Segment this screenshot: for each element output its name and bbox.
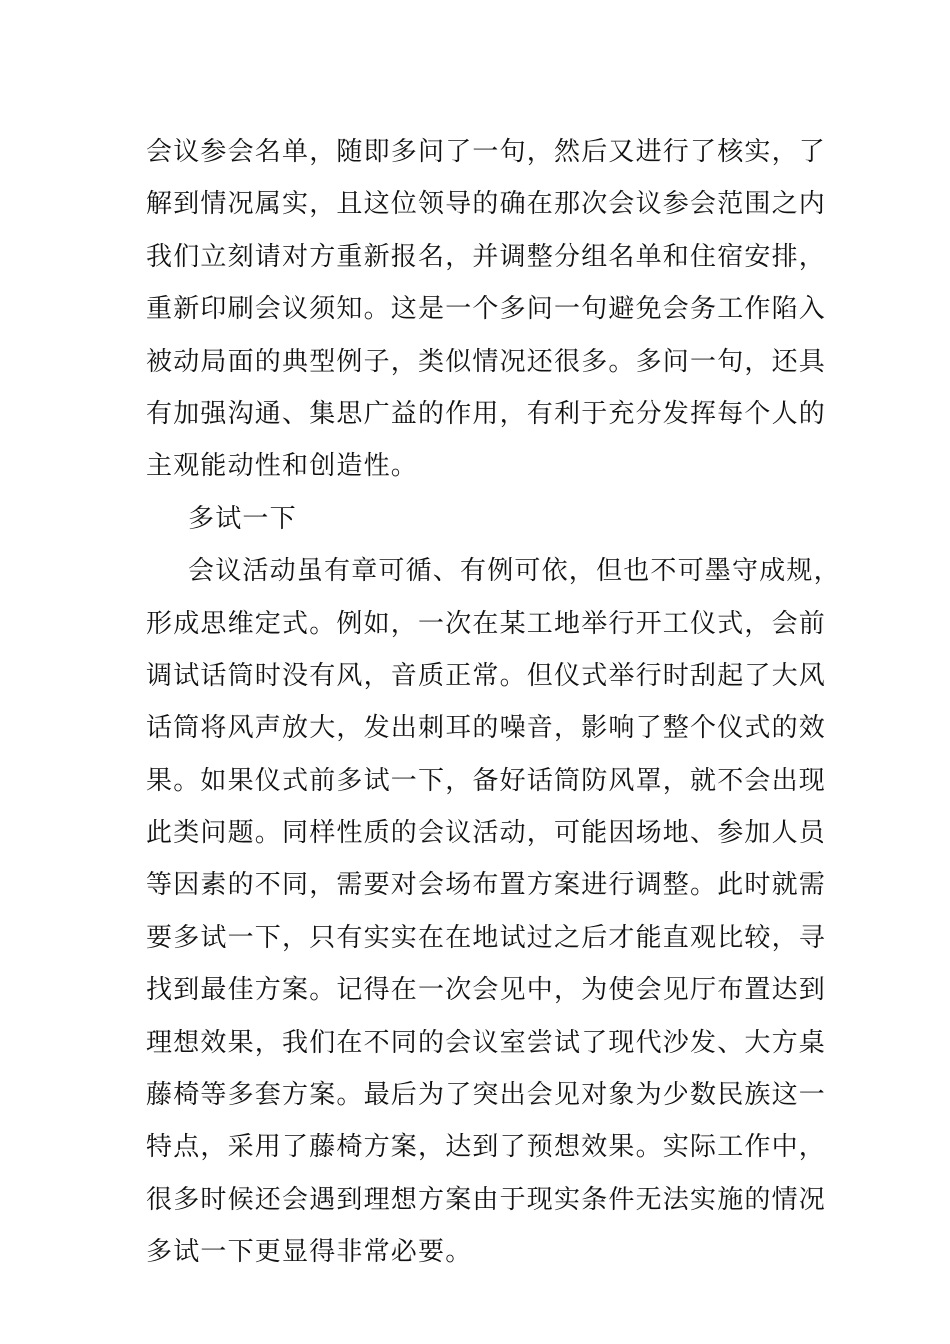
section-heading: 多试一下 bbox=[188, 503, 297, 534]
text-line: 形成思维定式。例如，一次在某工地举行开工仪式，会前 bbox=[146, 608, 827, 639]
text-line: 有加强沟通、集思广益的作用，有利于充分发挥每个人的 bbox=[146, 398, 827, 429]
text-line: 果。如果仪式前多试一下，备好话筒防风罩，就不会出现 bbox=[146, 765, 827, 796]
text-line: 要多试一下，只有实实在在地试过之后才能直观比较，寻 bbox=[146, 922, 827, 953]
text-line: 会议活动虽有章可循、有例可依，但也不可墨守成规， bbox=[188, 556, 841, 587]
text-line: 此类问题。同样性质的会议活动，可能因场地、参加人员 bbox=[146, 818, 827, 849]
text-line: 解到情况属实，且这位领导的确在那次会议参会范围之内 bbox=[146, 189, 827, 220]
text-line: 很多时候还会遇到理想方案由于现实条件无法实施的情况 bbox=[146, 1184, 827, 1215]
text-line: 会议参会名单，随即多问了一句，然后又进行了核实，了 bbox=[146, 137, 827, 167]
text-line: 话筒将风声放大，发出刺耳的噪音，影响了整个仪式的效 bbox=[146, 713, 827, 744]
text-line: 被动局面的典型例子，类似情况还很多。多问一句，还具 bbox=[146, 346, 827, 377]
text-line: 藤椅等多套方案。最后为了突出会见对象为少数民族这一 bbox=[146, 1080, 827, 1111]
text-line: 找到最佳方案。记得在一次会见中，为使会见厅布置达到 bbox=[146, 975, 827, 1006]
text-line: 特点，采用了藤椅方案，达到了预想效果。实际工作中， bbox=[146, 1132, 827, 1163]
text-line: 理想效果，我们在不同的会议室尝试了现代沙发、大方桌 bbox=[146, 1027, 827, 1058]
text-line: 重新印刷会议须知。这是一个多问一句避免会务工作陷入 bbox=[146, 294, 827, 325]
document-body bbox=[146, 126, 841, 1279]
text-line: 调试话筒时没有风，音质正常。但仪式举行时刮起了大风 bbox=[146, 660, 827, 691]
text-line: 我们立刻请对方重新报名，并调整分组名单和住宿安排， bbox=[146, 241, 827, 272]
text-line: 主观能动性和创造性。 bbox=[146, 451, 419, 482]
text-line: 等因素的不同，需要对会场布置方案进行调整。此时就需 bbox=[146, 870, 827, 901]
text-line: 多试一下更显得非常必要。 bbox=[146, 1237, 473, 1268]
